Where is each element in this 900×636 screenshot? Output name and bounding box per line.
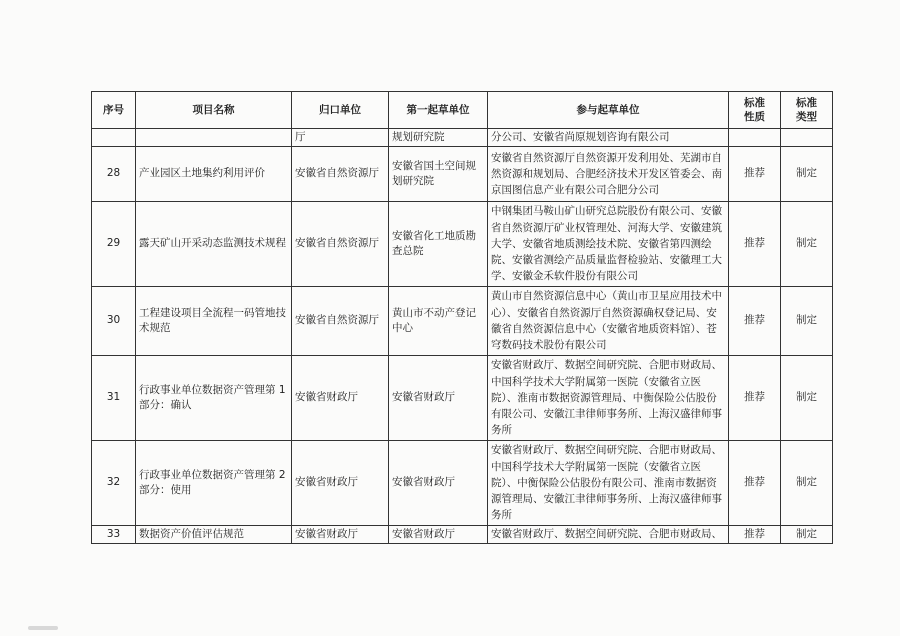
cell-seq: 28 bbox=[92, 147, 136, 202]
standards-table bbox=[91, 91, 833, 544]
header-owner: 归口单位 bbox=[292, 92, 389, 129]
cell-seq: 32 bbox=[92, 441, 136, 526]
cell-type: 制定 bbox=[781, 356, 833, 441]
cell-type: 制定 bbox=[781, 526, 833, 544]
cell-participants: 黄山市自然资源信息中心（黄山市卫星应用技术中心）、安徽省自然资源厅自然资源确权登记局、安徽省自然资源信息中心（安徽省地质资料馆）、苍穹数码技术股份有限公司 bbox=[488, 287, 729, 356]
cell-name: 产业园区土地集约利用评价 bbox=[136, 147, 292, 202]
cell-nature: 推荐 bbox=[729, 356, 781, 441]
cell-owner: 安徽省自然资源厅 bbox=[292, 202, 389, 287]
header-name: 项目名称 bbox=[136, 92, 292, 129]
table-header-row bbox=[92, 92, 833, 129]
cell-owner: 安徽省财政厅 bbox=[292, 526, 389, 544]
cell-owner: 厅 bbox=[292, 129, 389, 147]
table-row bbox=[92, 526, 833, 544]
cell-first-drafter: 安徽省国土空间规划研究院 bbox=[389, 147, 488, 202]
cell-first-drafter: 规划研究院 bbox=[389, 129, 488, 147]
cell-type: 制定 bbox=[781, 287, 833, 356]
cell-nature: 推荐 bbox=[729, 287, 781, 356]
cell-seq: 31 bbox=[92, 356, 136, 441]
header-type: 标准 类型 bbox=[781, 92, 833, 129]
table-row-continuation bbox=[92, 129, 833, 147]
cell-seq: 30 bbox=[92, 287, 136, 356]
cell-nature bbox=[729, 129, 781, 147]
cell-participants: 分公司、安徽省尚原规划咨询有限公司 bbox=[488, 129, 729, 147]
table-row bbox=[92, 202, 833, 287]
cell-owner: 安徽省财政厅 bbox=[292, 356, 389, 441]
cell-name: 数据资产价值评估规范 bbox=[136, 526, 292, 544]
cell-owner: 安徽省自然资源厅 bbox=[292, 287, 389, 356]
cell-nature: 推荐 bbox=[729, 441, 781, 526]
cell-type: 制定 bbox=[781, 441, 833, 526]
cell-seq: 33 bbox=[92, 526, 136, 544]
cell-first-drafter: 安徽省化工地质勘查总院 bbox=[389, 202, 488, 287]
cell-owner: 安徽省财政厅 bbox=[292, 441, 389, 526]
header-participants: 参与起草单位 bbox=[488, 92, 729, 129]
cell-first-drafter: 安徽省财政厅 bbox=[389, 441, 488, 526]
cell-type bbox=[781, 129, 833, 147]
cell-first-drafter: 安徽省财政厅 bbox=[389, 356, 488, 441]
cell-name: 行政事业单位数据资产管理第 1 部分：确认 bbox=[136, 356, 292, 441]
table-row bbox=[92, 356, 833, 441]
cell-name: 工程建设项目全流程一码管地技术规范 bbox=[136, 287, 292, 356]
cell-nature: 推荐 bbox=[729, 526, 781, 544]
cell-participants: 安徽省财政厅、数据空间研究院、合肥市财政局、中国科学技术大学附属第一医院（安徽省立医院）、中衡保险公估股份有限公司、淮南市数据资源管理局、安徽江聿律师事务所、上海汉盛律师事务所 bbox=[488, 441, 729, 526]
cell-type: 制定 bbox=[781, 147, 833, 202]
cell-name: 露天矿山开采动态监测技术规程 bbox=[136, 202, 292, 287]
header-first-drafter: 第一起草单位 bbox=[389, 92, 488, 129]
cell-participants: 中钢集团马鞍山矿山研究总院股份有限公司、安徽省自然资源厅矿业权管理处、河海大学、安徽建筑大学、安徽省地质测绘技术院、安徽省第四测绘院、安徽省测绘产品质量监督检验站、安徽理工大学、安徽金禾软件股份有限公司 bbox=[488, 202, 729, 287]
cell-seq: 29 bbox=[92, 202, 136, 287]
table-row bbox=[92, 147, 833, 202]
cell-nature: 推荐 bbox=[729, 147, 781, 202]
cell-participants: 安徽省自然资源厅自然资源开发利用处、芜湖市自然资源和规划局、合肥经济技术开发区管委会、南京国图信息产业有限公司合肥分公司 bbox=[488, 147, 729, 202]
table-row bbox=[92, 441, 833, 526]
cell-seq bbox=[92, 129, 136, 147]
cell-participants: 安徽省财政厅、数据空间研究院、合肥市财政局、中国科学技术大学附属第一医院（安徽省立医院）、淮南市数据资源管理局、中衡保险公估股份有限公司、安徽江聿律师事务所、上海汉盛律师事务所 bbox=[488, 356, 729, 441]
cell-name: 行政事业单位数据资产管理第 2 部分：使用 bbox=[136, 441, 292, 526]
cell-owner: 安徽省自然资源厅 bbox=[292, 147, 389, 202]
header-nature: 标准 性质 bbox=[729, 92, 781, 129]
cell-type: 制定 bbox=[781, 202, 833, 287]
cell-nature: 推荐 bbox=[729, 202, 781, 287]
cell-first-drafter: 黄山市不动产登记中心 bbox=[389, 287, 488, 356]
scan-artifact bbox=[28, 626, 58, 630]
cell-first-drafter: 安徽省财政厅 bbox=[389, 526, 488, 544]
header-seq: 序号 bbox=[92, 92, 136, 129]
cell-participants: 安徽省财政厅、数据空间研究院、合肥市财政局、 bbox=[488, 526, 729, 544]
table-row bbox=[92, 287, 833, 356]
cell-name bbox=[136, 129, 292, 147]
